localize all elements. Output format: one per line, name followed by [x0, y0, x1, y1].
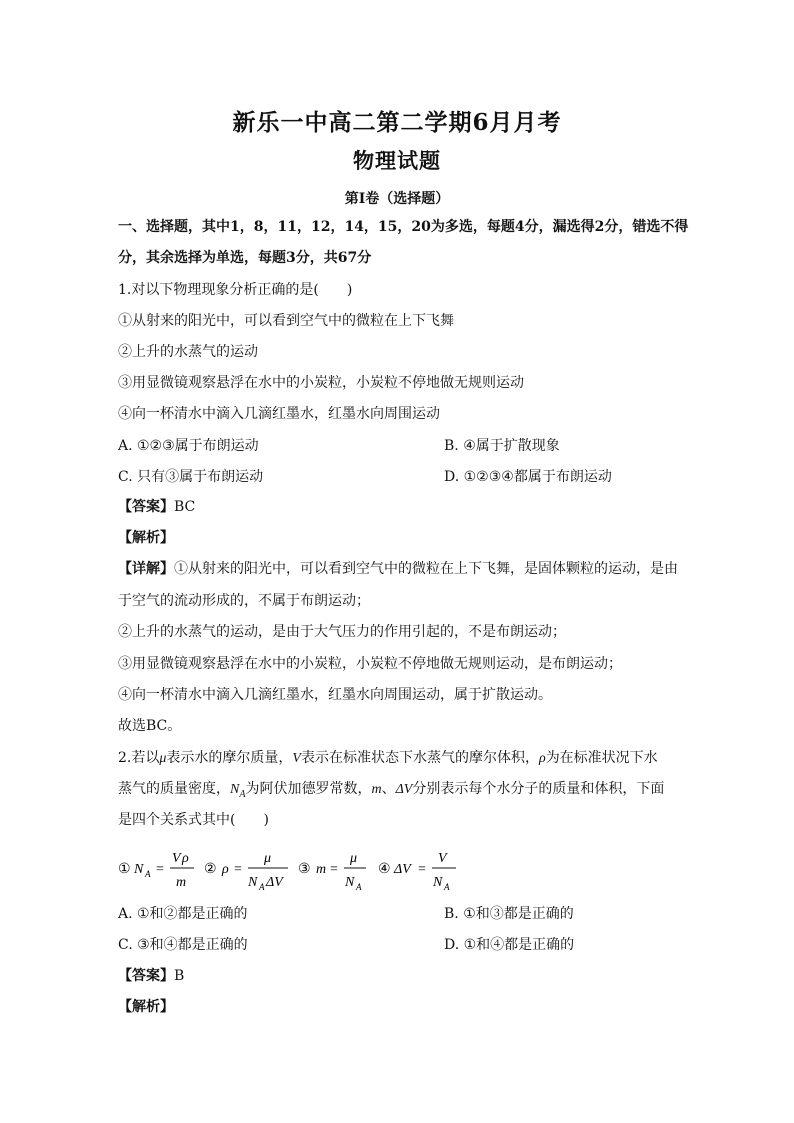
- formula-2-rho: ρ: [222, 862, 229, 877]
- q2-option-a: A. ①和②都是正确的: [118, 906, 248, 922]
- answer-tag: 【答案】: [118, 499, 174, 515]
- formula-1-numerator-rho: ρ: [182, 851, 189, 866]
- q1-option-a: A. ①②③属于布朗运动: [118, 438, 259, 454]
- formula-2-denominator-dv: ΔV: [266, 875, 283, 890]
- formula-label-4: ④: [378, 862, 391, 877]
- q1-stem: 1.对以下物理现象分析正确的是( ): [118, 282, 353, 298]
- formula-label-2: ②: [204, 862, 217, 877]
- q2-stem-text: 为在标准状况下水: [545, 750, 658, 766]
- formula-2-denominator-na: N: [248, 875, 258, 890]
- volume-label: 第I卷（选择题）: [344, 191, 450, 207]
- m-symbol: m: [371, 782, 382, 797]
- q2-answer-value: B: [174, 968, 185, 984]
- q1-item-4: ④向一杯清水中滴入几滴红墨水，红墨水向周围运动: [118, 406, 440, 422]
- q1-detail-text-1: ①从射来的阳光中，可以看到空气中的微粒在上下飞舞，是固体颗粒的运动，是由: [174, 561, 678, 577]
- q2-option-d: D. ①和④都是正确的: [444, 937, 575, 953]
- q2-stem-line-2: [118, 780, 664, 804]
- formula-3-numerator: μ: [350, 851, 358, 866]
- formula-1-na: N: [134, 862, 144, 877]
- formula-4-dv: ΔV: [394, 862, 411, 877]
- formula-1-na-sub: A: [145, 869, 151, 879]
- answer-tag: 【答案】: [118, 968, 174, 984]
- q2-stem-text: 为阿伏加德罗常数，: [245, 781, 372, 797]
- rho-symbol: ρ: [538, 751, 546, 766]
- na-subscript: A: [239, 788, 246, 800]
- formula-4-denominator-sub: A: [444, 882, 450, 892]
- detail-tag: 【详解】: [118, 561, 174, 577]
- exam-title: 新乐一中高二第二学期6月月考: [232, 109, 562, 136]
- q1-item-3: ③用显微镜观察悬浮在水中的小炭粒，小炭粒不停地做无规则运动: [118, 375, 524, 391]
- q1-item-2: ②上升的水蒸气的运动: [118, 344, 258, 360]
- q2-stem-line-3: 是四个关系式其中( ): [118, 812, 269, 828]
- formula-3-denominator-sub: A: [356, 882, 362, 892]
- formula-label-1: ①: [118, 862, 131, 877]
- delta-v-symbol: ΔV: [395, 782, 413, 797]
- q1-conclusion: 故选BC。: [118, 718, 182, 734]
- formula-4-denominator: N: [433, 875, 443, 890]
- q1-detail-line-2: 于空气的流动形成的，不属于布朗运动；: [118, 593, 370, 609]
- q1-detail-line-1: [118, 560, 678, 578]
- formula-3-eq: =: [330, 862, 338, 877]
- q1-answer: [118, 498, 195, 516]
- q2-option-c: C. ③和④都是正确的: [118, 937, 248, 953]
- formula-1-denominator: m: [176, 875, 187, 890]
- section-instruction-line1: 一、选择题，其中1，8，11，12，14，15，20为多选，每题4分，漏选得2分，错选不得: [118, 219, 689, 235]
- q2-analysis-tag: 【解析】: [118, 999, 174, 1015]
- q2-stem-text: 表示水的摩尔质量，: [166, 750, 293, 766]
- formula-3-m: m: [316, 862, 327, 877]
- q1-detail-line-5: ④向一杯清水中滴入几滴红墨水，红墨水向周围运动，属于扩散运动。: [118, 687, 552, 703]
- q1-detail-line-3: ②上升的水蒸气的运动，是由于大气压力的作用引起的，不是布朗运动；: [118, 624, 566, 640]
- formula-label-3: ③: [298, 862, 311, 877]
- q2-stem-text: 2.若以: [118, 750, 160, 766]
- section-instruction-line2: 分，其余选择为单选，每题3分，共67分: [118, 250, 372, 266]
- na-symbol: N: [230, 782, 240, 797]
- formula-1-eq: =: [156, 862, 164, 877]
- formula-4-numerator: V: [438, 851, 447, 866]
- formula-2-numerator: μ: [264, 851, 272, 866]
- q1-item-1: ①从射来的阳光中，可以看到空气中的微粒在上下飞舞: [118, 313, 454, 329]
- q2-stem-text: 、: [381, 781, 396, 797]
- formula-3-denominator: N: [345, 875, 355, 890]
- q2-stem-text: 分别表示每个水分子的质量和体积，下面: [412, 781, 665, 797]
- q1-answer-value: BC: [174, 499, 196, 515]
- q2-answer: [118, 967, 184, 985]
- q1-analysis-tag: 【解析】: [118, 530, 174, 546]
- q2-stem-text: 蒸气的质量密度，: [118, 781, 230, 797]
- q2-option-b: B. ①和③都是正确的: [444, 906, 574, 922]
- q2-stem-text: 表示在标准状态下水蒸气的摩尔体积，: [300, 750, 539, 766]
- formula-2-eq: =: [234, 862, 242, 877]
- exam-subject: 物理试题: [353, 148, 441, 173]
- q1-option-d: D. ①②③④都属于布朗运动: [444, 469, 612, 485]
- q1-detail-line-4: ③用显微镜观察悬浮在水中的小炭粒，小炭粒不停地做无规则运动，是布朗运动；: [118, 656, 622, 672]
- mu-symbol: μ: [159, 751, 167, 766]
- formula-set: [116, 845, 476, 893]
- q1-option-b: B. ④属于扩散现象: [444, 438, 560, 454]
- formula-1-numerator-v: V: [172, 851, 181, 866]
- q2-formulas: [116, 845, 476, 893]
- formula-4-eq: =: [418, 862, 426, 877]
- formula-2-denominator-na-sub: A: [259, 882, 265, 892]
- v-symbol: V: [292, 751, 301, 766]
- q1-option-c: C. 只有③属于布朗运动: [118, 469, 264, 485]
- q2-stem-line-1: [118, 749, 658, 768]
